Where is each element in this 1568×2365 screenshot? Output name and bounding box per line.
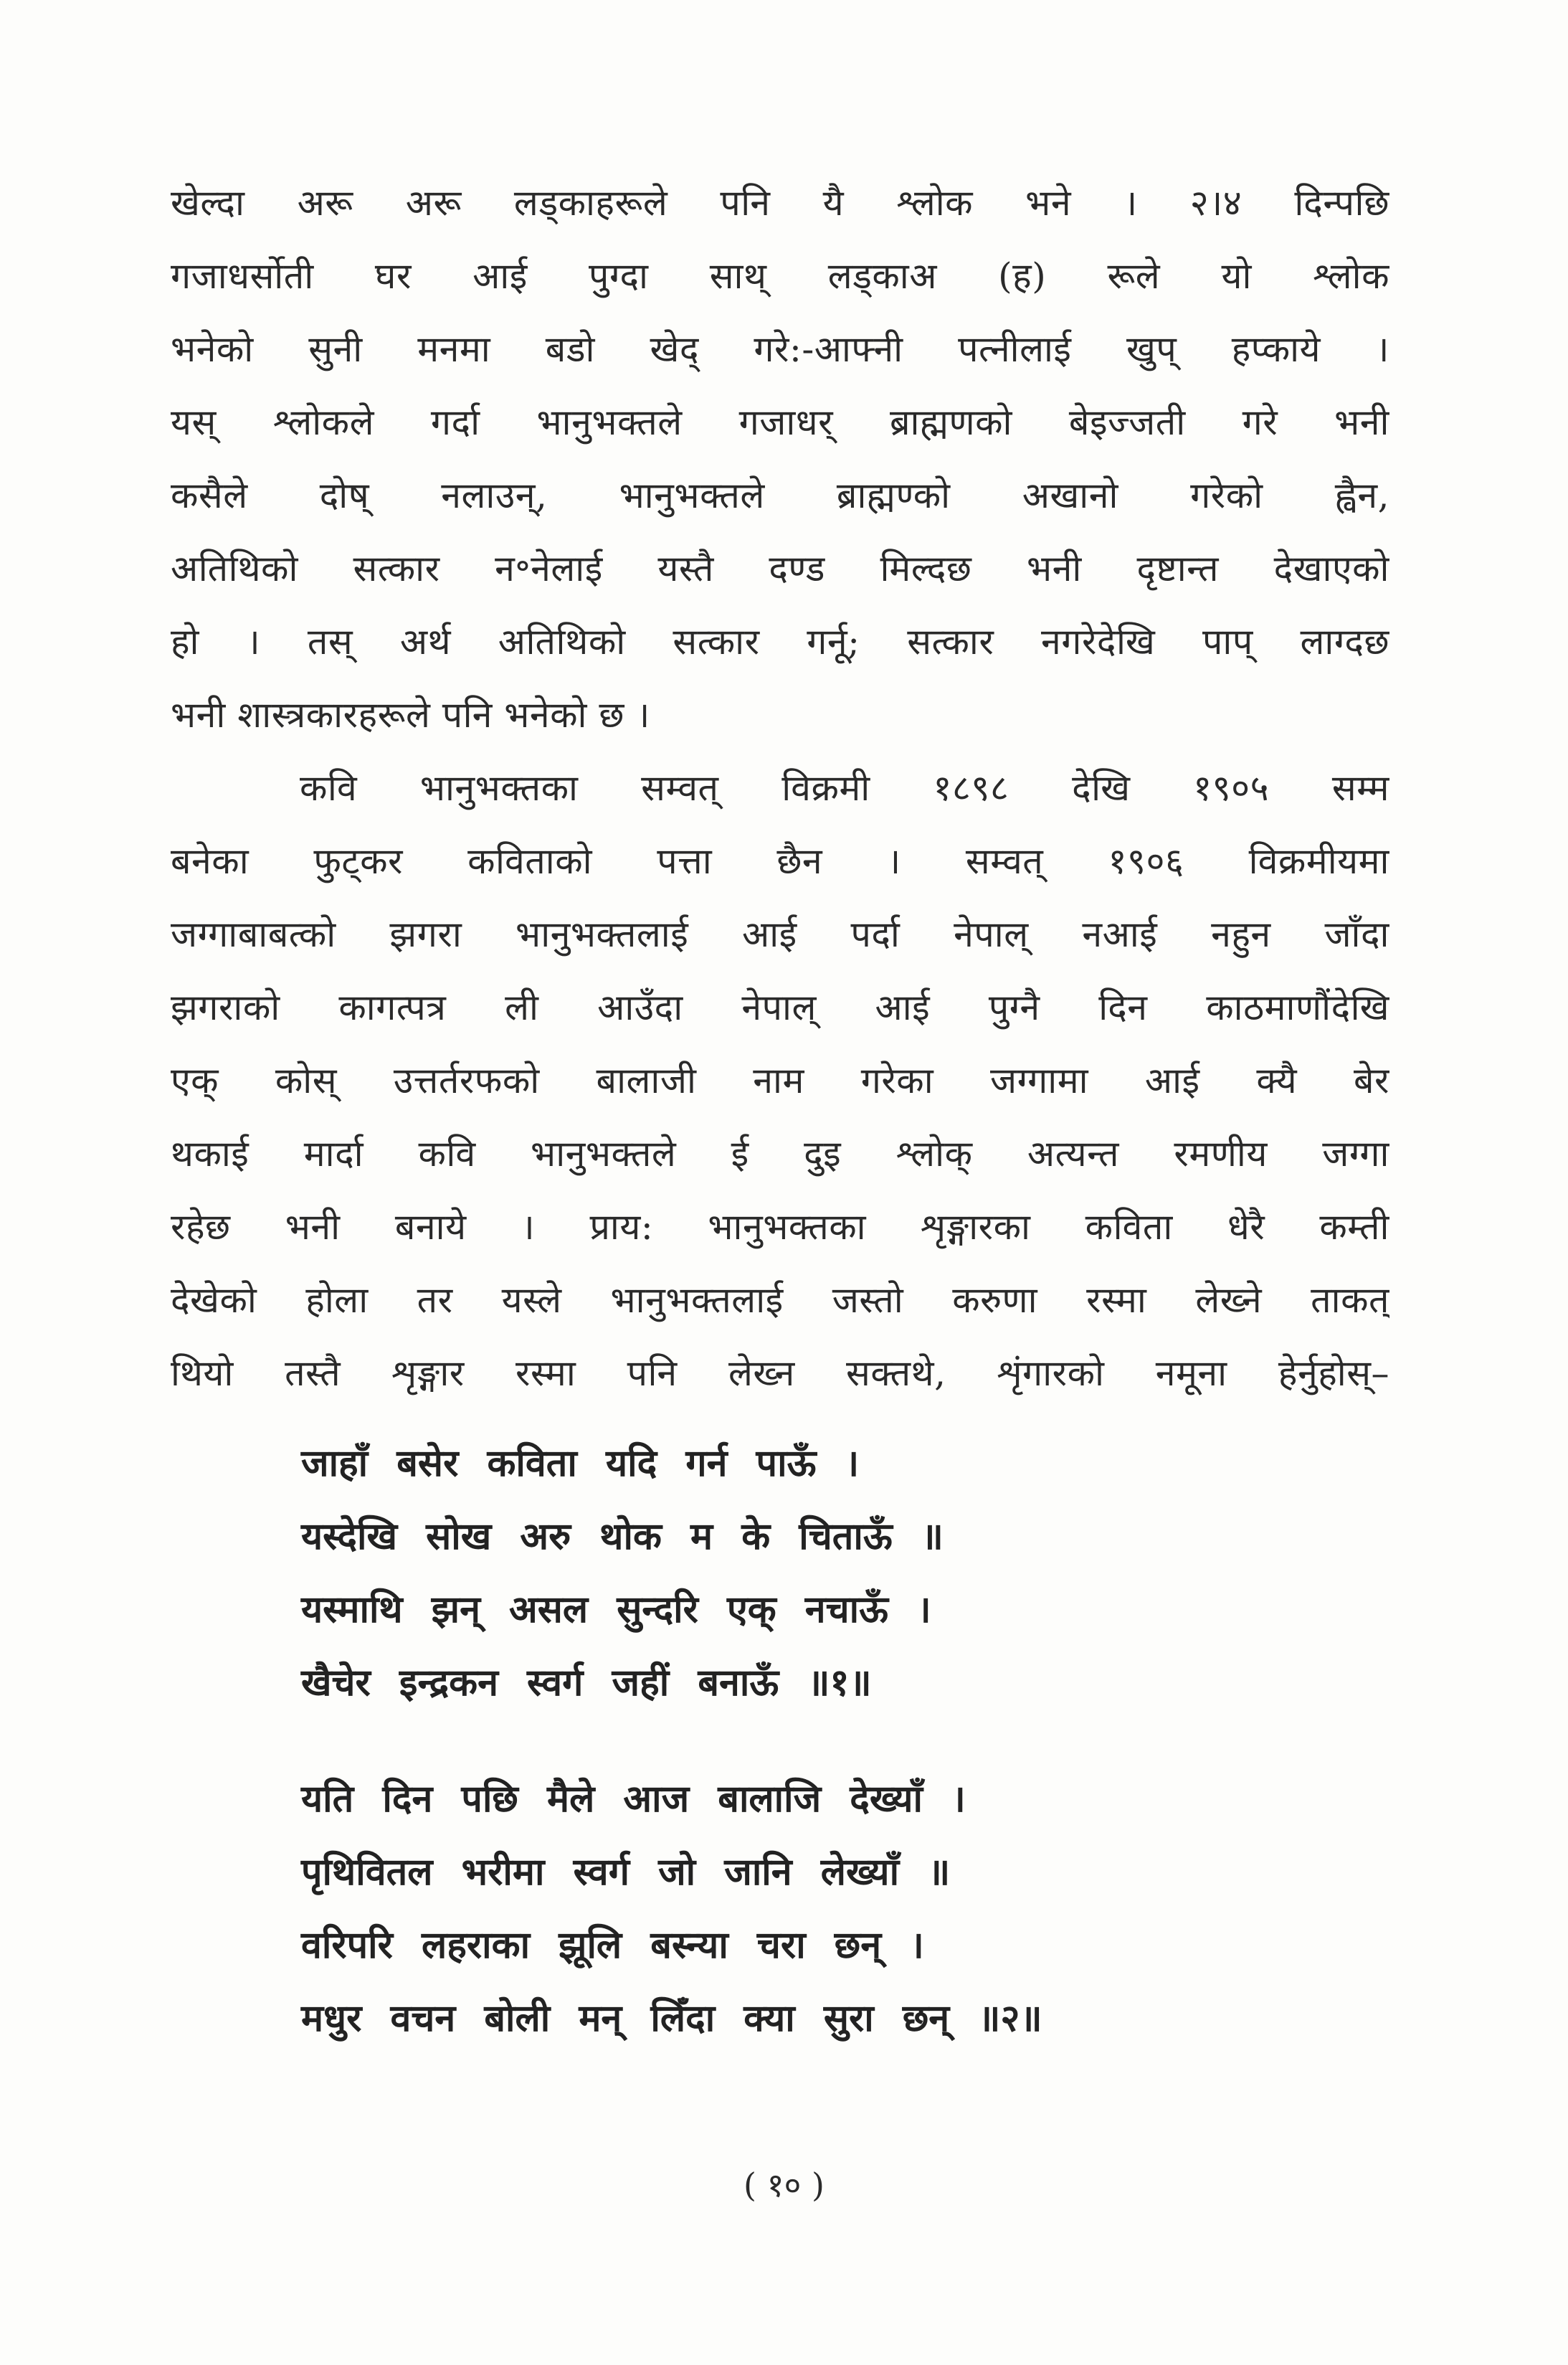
verse-line: यस्देखि सोख अरु थोक म के चिताऊँ ॥ <box>301 1515 944 1558</box>
prose-line: रहेछ भनी बनाये । प्राय: भानुभक्तका शृङ्गारका कविता धेरै कम्ती <box>171 1206 1389 1248</box>
prose-line: थकाई मार्दा कवि भानुभक्तले ई दुइ श्लोक् अत्यन्त रमणीय जग्गा <box>171 1133 1389 1175</box>
prose-line: एक् कोस् उत्तर्तरफको बालाजी नाम गरेका जग्गामा आई क्यै बेर <box>171 1060 1389 1101</box>
verse-line: मधुर वचन बोली मन् लिँदा क्या सुरा छन् ॥२॥ <box>301 1996 1042 2040</box>
verse-line: वरिपरि लहराका झूलि बस्न्या चरा छन् । <box>301 1923 924 1967</box>
verse-stanza-1 <box>301 1427 1161 1720</box>
prose-line: भनेको सुनी मनमा बडो खेद् गरे:-आफ्नी पत्नीलाई खुप् हप्काये । <box>171 328 1389 370</box>
page-number: ( १० ) <box>743 2166 825 2204</box>
verse-line: यस्माथि झन् असल सुन्दरि एक् नचाऊँ । <box>301 1588 931 1631</box>
verse-line: जाहाँ बसेर कविता यदि गर्न पाऊँ । <box>301 1441 860 1485</box>
prose-line: बनेका फुट्कर कविताको पत्ता छैन । सम्वत् १९०६ विक्रमीयमा <box>171 840 1389 882</box>
verse-line: यति दिन पछि मैले आज बालाजि देख्याँ । <box>301 1777 966 1821</box>
prose-line: कसैले दोष् नलाउन्, भानुभक्तले ब्राह्मण्को अखानो गरेको ह्वैन, <box>171 475 1389 516</box>
prose-line: गजाधर्सोती घर आई पुग्दा साथ् लड्काअ (ह) रूले यो श्लोक <box>171 255 1389 297</box>
prose-line: खेल्दा अरू अरू लड्काहरूले पनि यै श्लोक भने । २।४ दिन्पछि <box>171 182 1389 224</box>
verse-stanza-2 <box>301 1763 1161 2055</box>
prose-line: यस् श्लोकले गर्दा भानुभक्तले गजाधर् ब्राह्मणको बेइज्जती गरे भनी <box>171 402 1389 443</box>
prose-body <box>171 166 1389 1410</box>
verse-line: खैचेर इन्द्रकन स्वर्ग जहीं बनाऊँ ॥१॥ <box>301 1661 872 1705</box>
prose-line: भनी शास्त्रकारहरूले पनि भनेको छ । <box>171 694 650 736</box>
prose-line: हो । तस् अर्थ अतिथिको सत्कार गर्नू; सत्कार नगरेदेखि पाप् लाग्दछ <box>171 621 1389 663</box>
prose-line: जग्गाबाबत्को झगरा भानुभक्तलाई आई पर्दा नेपाल् नआई नहुन जाँदा <box>171 914 1389 955</box>
prose-line: थियो तस्तै शृङ्गार रस्मा पनि लेख्न सक्तथे, शृंगारको नमूना हेर्नुहोस्– <box>171 1352 1389 1394</box>
prose-line: देखेको होला तर यस्ले भानुभक्तलाई जस्तो करुणा रस्मा लेख्ने ताकत् <box>171 1279 1389 1321</box>
prose-line: कवि भानुभक्तका सम्वत् विक्रमी १८९८ देखि १९०५ सम्म <box>300 767 1389 809</box>
prose-line: अतिथिको सत्कार न॰नेलाई यस्तै दण्ड मिल्दछ भनी दृष्टान्त देखाएको <box>171 548 1389 589</box>
prose-line: झगराको कागत्पत्र ली आउँदा नेपाल् आई पुग्नै दिन काठमाणौंदेखि <box>171 987 1389 1028</box>
verse-line: पृथिवितल भरीमा स्वर्ग जो जानि लेख्याँ ॥ <box>301 1850 951 1894</box>
